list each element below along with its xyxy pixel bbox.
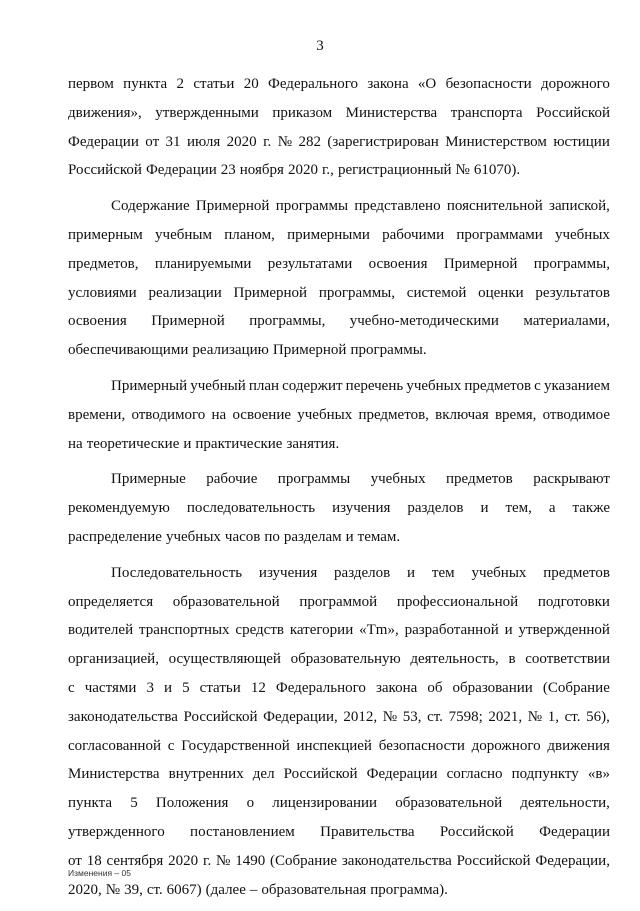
document-body [68, 70, 610, 911]
word: Российской [68, 162, 142, 179]
text-line [68, 279, 610, 308]
word: статьи [199, 679, 241, 696]
word: Федерального [275, 679, 366, 696]
word: изучения [258, 564, 318, 581]
page-number: 3 [316, 38, 324, 54]
text-line [68, 307, 610, 336]
text-line [68, 372, 610, 401]
word: Федерации, [535, 852, 610, 869]
word: и [345, 528, 354, 545]
word: образовательная [261, 881, 367, 898]
word: Федерации [366, 766, 438, 783]
word: г. [263, 133, 272, 150]
word: а [548, 500, 556, 517]
word: часов [224, 528, 261, 545]
word: категории [289, 622, 354, 639]
word: пункта [123, 76, 168, 92]
word: реализации [148, 284, 222, 301]
word: учебный [190, 377, 246, 394]
word: юстиции [553, 133, 610, 150]
word: деятельности, [520, 795, 610, 812]
word: определяется [68, 593, 154, 610]
text-line [68, 192, 610, 221]
word: Примерной [151, 313, 225, 330]
word: также [572, 500, 610, 517]
word: (Собрание [270, 852, 338, 869]
word: 2021, [488, 708, 523, 725]
word: дорожного [471, 737, 541, 754]
word: Российской [536, 104, 610, 121]
word: № [216, 852, 231, 869]
text-line [68, 523, 610, 552]
word: рабочими [382, 226, 445, 243]
word: Содержание [111, 198, 190, 215]
word: предметов, [358, 406, 429, 423]
word: 5 [182, 679, 190, 696]
word: сентября [106, 852, 164, 869]
text-line [68, 128, 610, 157]
paragraph [68, 192, 610, 365]
word: 5 [130, 795, 138, 812]
word: № [382, 708, 398, 725]
word: от [145, 133, 160, 150]
word: средств [235, 622, 284, 639]
word: учебных [471, 564, 527, 581]
word: учебных [554, 226, 610, 243]
word: согласно [446, 766, 503, 783]
word: 1490 [235, 852, 266, 869]
word: 23 [220, 162, 236, 179]
paragraph [68, 465, 610, 551]
word: – [249, 881, 258, 898]
word: материалами, [523, 313, 610, 330]
word: рабочие [206, 471, 258, 488]
word: 1, [547, 708, 559, 725]
word: подготовки [537, 593, 610, 610]
word: безопасности [378, 737, 465, 754]
word: разработанной [404, 622, 499, 639]
word: времени, [68, 406, 126, 423]
word: деятельность, [410, 651, 499, 668]
text-line [68, 559, 610, 588]
word: образовательную [290, 651, 401, 668]
text-line [68, 99, 610, 128]
word: об [427, 679, 443, 696]
word: с [68, 679, 75, 696]
text-line [68, 156, 610, 185]
word: ст. [427, 708, 443, 725]
word: разделов [407, 500, 464, 517]
text-line [68, 876, 610, 905]
word: планируемыми [154, 255, 252, 272]
footer-note: Изменения – 05 [68, 868, 131, 878]
word: «в» [587, 766, 610, 783]
word: тем [431, 564, 455, 581]
word: и [504, 622, 513, 639]
word: на [211, 406, 227, 423]
word: учебных [370, 471, 426, 488]
word: Российской [439, 823, 514, 840]
word: практические [195, 435, 283, 452]
word: регистрационный [337, 162, 452, 179]
word: инспекцией [296, 737, 372, 754]
word: 2020 [287, 162, 318, 179]
word: профессиональной [396, 593, 519, 610]
word: учебно-методическими [349, 313, 499, 330]
word: предметов [464, 377, 532, 394]
word: 2012, [343, 708, 378, 725]
word: занятия. [286, 435, 340, 452]
word: Правительства [320, 823, 415, 840]
paragraph [68, 559, 610, 905]
word: и [183, 435, 192, 452]
text-line [68, 818, 610, 847]
word: учебным [155, 226, 212, 243]
word: Примерной [233, 284, 308, 301]
word: согласованной [68, 737, 161, 754]
word: № [277, 133, 293, 150]
word: и [164, 679, 173, 696]
word: Министерства [68, 766, 160, 783]
word: закона [375, 679, 418, 696]
word: программой [299, 593, 378, 610]
word: «Tm», [359, 622, 399, 639]
word: примерным [68, 226, 143, 243]
word: с [534, 377, 541, 394]
word: программы, [533, 255, 610, 272]
word: Федерального [268, 76, 359, 92]
word: теоретические [86, 435, 180, 452]
text-line [68, 703, 610, 732]
word: Федерации [68, 133, 139, 150]
word: 12 [250, 679, 266, 696]
word: ст. [146, 881, 163, 898]
word: Федерации, [263, 708, 338, 725]
word: планом, [224, 226, 275, 243]
word: о [246, 795, 255, 812]
word: Примерный [111, 377, 188, 394]
word: лицензировании [272, 795, 378, 812]
word: законодательства [341, 852, 452, 869]
word: раскрывают [533, 471, 610, 488]
word: безопасности [445, 76, 532, 92]
word: 2020, [68, 881, 102, 898]
word: (Собрание [542, 679, 610, 696]
word: разделам [283, 528, 342, 545]
word: и [480, 500, 489, 517]
text-line [68, 645, 610, 674]
word: постановлением [190, 823, 295, 840]
word: водителей [68, 622, 134, 639]
word: время, [494, 406, 537, 423]
word: законодательства [68, 708, 178, 725]
text-line [68, 336, 610, 365]
word: утвержденной [518, 622, 610, 639]
word: дел [252, 766, 275, 783]
word: предметов [543, 564, 610, 581]
word: Государственной [181, 737, 290, 754]
word: рекомендуемую [68, 500, 170, 517]
word: 39, [124, 881, 143, 898]
text-line [68, 847, 610, 876]
text-line [68, 760, 610, 789]
text-line [68, 221, 610, 250]
word: первом [68, 76, 114, 92]
word: № [527, 708, 543, 725]
word: (далее [205, 881, 246, 898]
text-line [68, 588, 610, 617]
word: подпункту [511, 766, 579, 783]
word: образовательной [172, 593, 280, 610]
word: реализацию [192, 342, 269, 359]
text-line [68, 70, 610, 99]
word: по [264, 528, 280, 545]
word: разделов [334, 564, 391, 581]
word: предметов, [68, 255, 139, 272]
word: 2 [176, 76, 185, 92]
word: Примерной [443, 255, 518, 272]
text-line [68, 616, 610, 645]
word: Министерства [345, 104, 438, 121]
word: программы, [249, 313, 326, 330]
word: указанием [543, 377, 610, 394]
word: учебных [297, 406, 353, 423]
word: 31 [165, 133, 181, 150]
word: Федерации [145, 162, 217, 179]
word: результатами [267, 255, 353, 272]
word: программы [277, 471, 351, 488]
text-line [68, 250, 610, 279]
word: транспортных [138, 622, 230, 639]
word: пояснительной [446, 198, 543, 215]
word: обеспечивающими [68, 342, 189, 359]
text-line [68, 430, 610, 459]
word: освоение [232, 406, 292, 423]
word: содержит [282, 377, 343, 394]
word: в [508, 651, 516, 668]
word: освоения [368, 255, 428, 272]
word: организацией, [68, 651, 159, 668]
word: приказом [272, 104, 333, 121]
word: транспорта [450, 104, 523, 121]
word: ноября [239, 162, 284, 179]
word: «О [417, 76, 437, 92]
word: Российской [283, 766, 358, 783]
word: программами [456, 226, 543, 243]
word: ст. [564, 708, 581, 725]
word: программы, [318, 284, 396, 301]
word: соответствии [525, 651, 610, 668]
word: учебных [165, 528, 221, 545]
text-line [68, 789, 610, 818]
word: освоения [68, 313, 127, 330]
word: внутренних [168, 766, 244, 783]
word: запиской, [549, 198, 610, 215]
text-line [68, 401, 610, 430]
word: системой [406, 284, 467, 301]
word: 2020 [226, 133, 257, 150]
word: Положения [155, 795, 229, 812]
word: 7598; [448, 708, 483, 725]
word: № [455, 162, 470, 179]
word: утвержденного [68, 823, 165, 840]
word: перечень [345, 377, 404, 394]
word: план [248, 377, 280, 394]
word: 282 [298, 133, 321, 150]
text-line [68, 465, 610, 494]
word: образовании [452, 679, 533, 696]
word: последовательность [186, 500, 316, 517]
word: распределение [68, 528, 162, 545]
word: утвержденными [155, 104, 259, 121]
word: 56), [586, 708, 610, 725]
text-line [68, 732, 610, 761]
word: Последовательность [111, 564, 243, 581]
word: 2020 [168, 852, 199, 869]
paragraph [68, 372, 610, 458]
paragraph [68, 70, 610, 185]
word: 61070). [473, 162, 521, 179]
word: Федерации [539, 823, 610, 840]
word: программы [275, 198, 349, 215]
word: 6067) [166, 881, 202, 898]
word: отводимое [542, 406, 610, 423]
word: образовательной [395, 795, 503, 812]
word: результатов [535, 284, 610, 301]
word: пункта [68, 795, 113, 812]
word: Примерной [195, 198, 270, 215]
word: Министерством [445, 133, 547, 150]
word: темам. [357, 528, 401, 545]
word: статьи [193, 76, 235, 92]
word: оценки [478, 284, 524, 301]
word: условиями [68, 284, 137, 301]
word: 20 [243, 76, 259, 92]
word: г. [203, 852, 212, 869]
word: программы. [350, 342, 427, 359]
word: движения», [68, 104, 142, 121]
word: 53, [402, 708, 422, 725]
word: частями [84, 679, 137, 696]
word: примерными [287, 226, 370, 243]
word: (зарегистрирован [327, 133, 439, 150]
word: и [407, 564, 416, 581]
word: учебных [406, 377, 462, 394]
word: Примерные [111, 471, 186, 488]
word: на [68, 435, 83, 452]
word: движения [547, 737, 610, 754]
word: представлено [354, 198, 441, 215]
word: с [167, 737, 175, 754]
word: отводимого [131, 406, 206, 423]
word: Российской [183, 708, 258, 725]
word: предметов [446, 471, 513, 488]
word: программа). [370, 881, 448, 898]
word: закона [367, 76, 409, 92]
word: осуществляющей [168, 651, 281, 668]
text-line [68, 674, 610, 703]
word: г., [321, 162, 334, 179]
word: включая [435, 406, 489, 423]
word: дорожного [540, 76, 610, 92]
word: июля [186, 133, 221, 150]
word: изучения [332, 500, 391, 517]
word: Российской [456, 852, 531, 869]
word: 3 [146, 679, 154, 696]
text-line [68, 494, 610, 523]
word: тем, [505, 500, 532, 517]
word: 18 [86, 852, 102, 869]
word: Примерной [272, 342, 347, 359]
word: от [68, 852, 82, 869]
word: № [105, 881, 121, 898]
